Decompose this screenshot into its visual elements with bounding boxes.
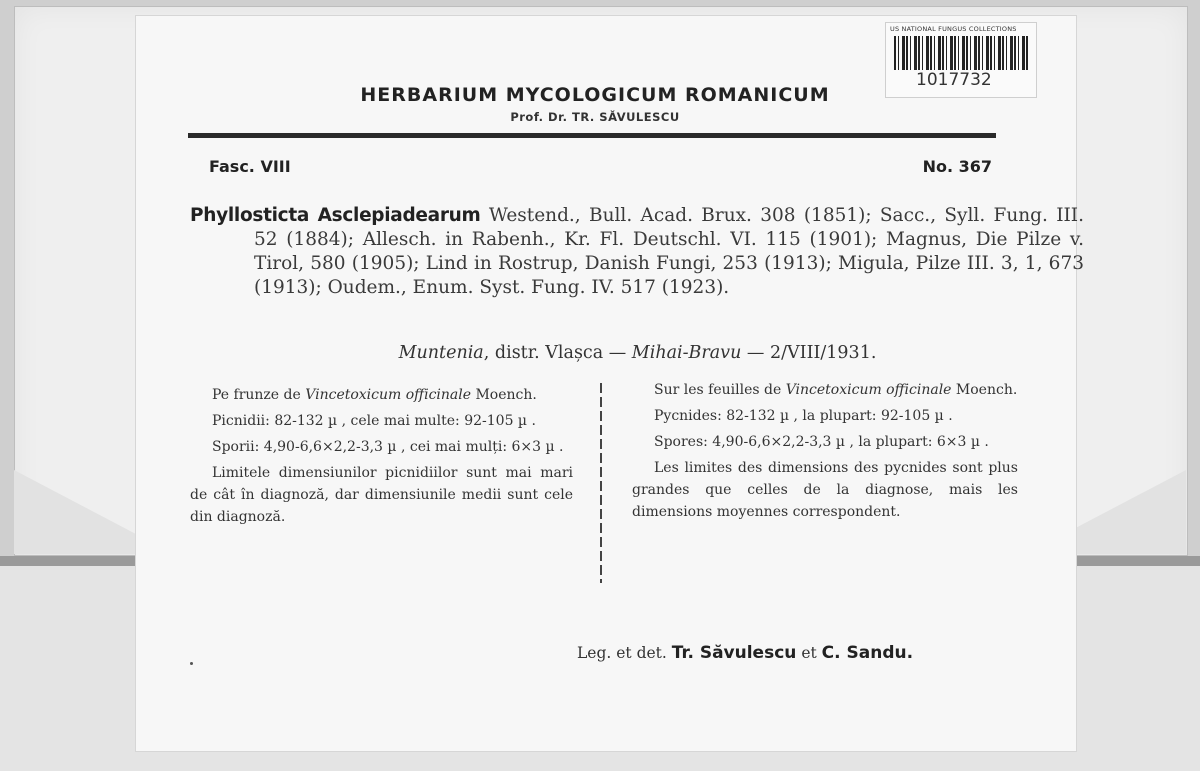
romanian-description: [190, 384, 573, 532]
locality-place: Mihai-Bravu: [631, 343, 742, 363]
barcode-icon: [894, 36, 1028, 70]
fr-pycnidia: Pycnides: 82-132 µ , la plupart: 92-105 µ .: [654, 408, 953, 424]
collector-first: Tr. Săvulescu: [671, 643, 797, 663]
ro-host: [190, 384, 573, 406]
herbarium-subtitle: Prof. Dr. TR. SĂVULESCU: [510, 110, 680, 124]
barcode-number: 1017732: [916, 70, 992, 90]
species-citation: Westend., Bull. Acad. Brux. 308 (1851); Sacc., Syll. Fung. III. 52 (1884); Allesch. in Rabenh., Kr. Fl. Deutschl. VI. 115 (1901); Magnus, Die Pilze v. Tirol, 580 (1905); Lind in Rostrup, Danish Fungi, 253 (1913); Migula, Pilze III. 3, 1, 673 (1913); Oudem., Enum. Syst. Fung. IV. 517 (1923).: [254, 205, 1084, 298]
species-entry: [190, 204, 1084, 300]
fr-host: [632, 379, 1018, 401]
french-description: [632, 379, 1018, 527]
column-divider: [600, 383, 602, 583]
fr-host-prefix: Sur les feuilles de: [654, 382, 782, 398]
locality-date: 2/VIII/1931.: [769, 343, 877, 363]
ro-pycnidia: Picnidii: 82-132 µ , cele mai multe: 92-105 µ .: [212, 413, 536, 429]
header-rule: [188, 133, 996, 138]
herbarium-title: HERBARIUM MYCOLOGICUM ROMANICUM: [360, 84, 830, 106]
locality: Muntenia, distr. Vlașca — Mihai-Bravu — 2/VIII/1931.: [398, 343, 877, 363]
collectors-prefix: Leg. et det.: [577, 644, 667, 662]
collectors-conjunction: et: [801, 644, 817, 662]
fascicle: Fasc. VIII: [209, 157, 291, 176]
fr-host-name: Vincetoxicum officinale: [785, 382, 952, 398]
locality-region: Muntenia: [398, 343, 484, 363]
barcode-institution: US NATIONAL FUNGUS COLLECTIONS: [890, 25, 1017, 33]
fr-host-author: Moench.: [955, 382, 1018, 398]
ro-note: Limitele dimensiunilor picnidiilor sunt mai mari de cât în diagnoză, dar dimensiunile medii sunt cele din diagnoză.: [190, 465, 573, 525]
fr-note: Les limites des dimensions des pycnides sont plus grandes que celles de la diagnose, mais les dimensions moyennes correspondent.: [632, 460, 1018, 520]
species-name: Phyllosticta Asclepiadearum: [190, 205, 481, 226]
ro-host-prefix: Pe frunze de: [212, 387, 301, 403]
ro-host-author: Moench.: [475, 387, 537, 403]
ro-host-name: Vincetoxicum officinale: [305, 387, 472, 403]
fr-spores: Spores: 4,90-6,6×2,2-3,3 µ , la plupart: 6×3 µ .: [654, 434, 989, 450]
collector-second: C. Sandu.: [821, 643, 914, 663]
collectors: [577, 643, 913, 663]
locality-district: distr. Vlașca: [494, 343, 604, 363]
specimen-number: No. 367: [922, 157, 992, 176]
ro-spores: Sporii: 4,90-6,6×2,2-3,3 µ , cei mai mulți: 6×3 µ .: [212, 439, 564, 455]
stray-mark: [190, 662, 193, 665]
